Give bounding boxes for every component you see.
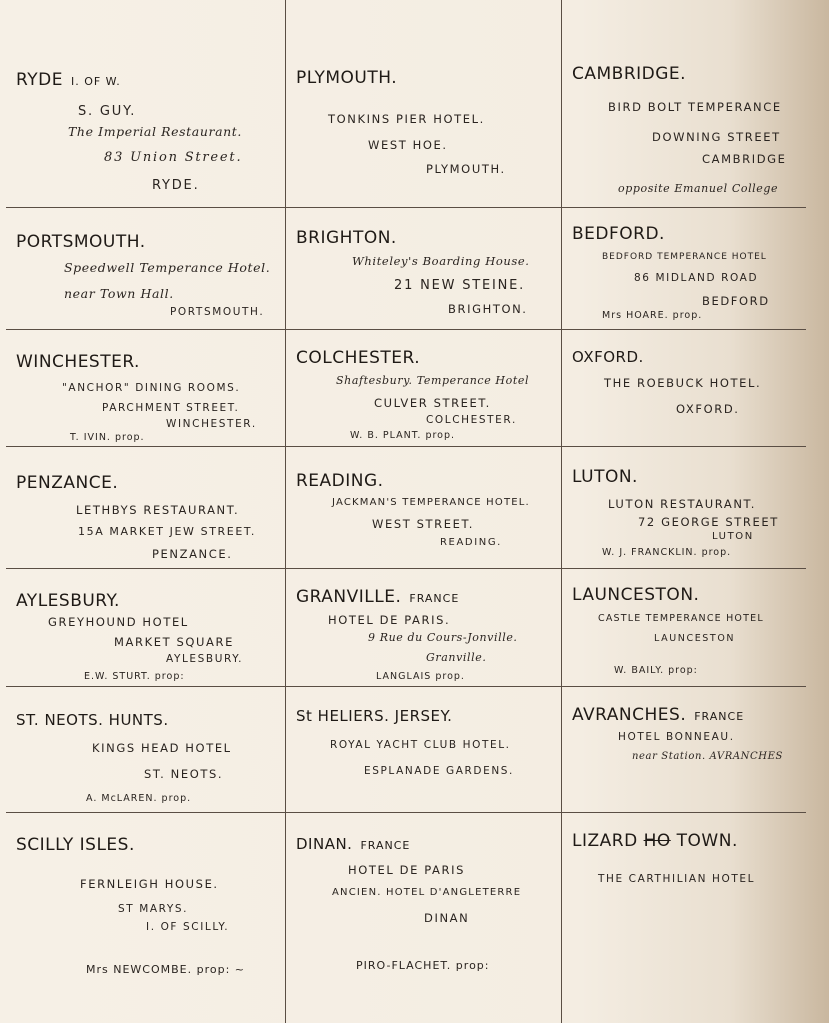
proprietor-line: W. J. FRANCKLIN. prop.	[602, 547, 732, 558]
address-line: 15A MARKET JEW STREET.	[78, 525, 256, 538]
address-line: AYLESBURY.	[166, 653, 244, 665]
proprietor-line: A. McLAREN. prop.	[86, 793, 192, 804]
proprietor-line: PIRO-FLACHET. prop:	[356, 959, 490, 972]
hotel-name: FERNLEIGH HOUSE.	[80, 877, 219, 891]
town-name: WINCHESTER.	[16, 352, 140, 372]
entry-dinan	[286, 813, 562, 1023]
proprietor-line: T. IVIN. prop.	[70, 432, 145, 443]
hotel-name: Speedwell Temperance Hotel.	[64, 260, 271, 275]
address-line: ESPLANADE GARDENS.	[364, 765, 514, 777]
entry-ryde	[6, 0, 286, 208]
town-name: READING.	[296, 471, 384, 491]
address-line: 9 Rue du Cours-Jonville.	[368, 631, 518, 644]
hotel-name: THE ROEBUCK HOTEL.	[604, 376, 762, 390]
address-line: MARKET SQUARE	[114, 635, 234, 649]
town-name: PORTSMOUTH.	[16, 232, 146, 252]
address-line: opposite Emanuel College	[618, 182, 779, 195]
address-line: COLCHESTER.	[426, 414, 517, 426]
hotel-name: GREYHOUND HOTEL	[48, 615, 189, 629]
address-line: ST MARYS.	[118, 903, 189, 915]
address-line: CAMBRIDGE	[702, 152, 787, 166]
address-line: 72 GEORGE STREET	[638, 515, 779, 529]
proprietor-line: E.W. STURT. prop:	[84, 671, 185, 682]
proprietor-line: Mrs HOARE. prop.	[602, 310, 703, 321]
town-name: COLCHESTER.	[296, 348, 421, 368]
hotel-directory-grid	[6, 0, 806, 1023]
town-name: LUTON.	[572, 467, 638, 487]
town-name: SCILLY ISLES.	[16, 835, 135, 855]
hotel-name: TONKINS PIER HOTEL.	[328, 112, 485, 126]
proprietor-line: Mrs NEWCOMBE. prop: ~	[86, 963, 246, 976]
town-name: GRANVILLE. FRANCE	[296, 587, 460, 607]
town-name: CAMBRIDGE.	[572, 64, 687, 84]
town-name: PENZANCE.	[16, 473, 119, 493]
entry-plymouth	[286, 0, 562, 208]
hotel-name: LETHBYS RESTAURANT.	[76, 503, 240, 517]
town-name: AYLESBURY.	[16, 591, 120, 611]
hotel-name: HOTEL BONNEAU.	[618, 731, 735, 743]
town-name: AVRANCHES. FRANCE	[572, 705, 745, 725]
entry-colchester	[286, 330, 562, 447]
hotel-name: ROYAL YACHT CLUB HOTEL.	[330, 739, 511, 751]
town-name: BRIGHTON.	[296, 228, 397, 248]
entry-granville	[286, 569, 562, 687]
entry-launceston	[562, 569, 806, 687]
address-line: 83 Union Street.	[104, 150, 243, 165]
address-line: ANCIEN. HOTEL D'ANGLETERRE	[332, 887, 522, 898]
proprietor-line: S. GUY.	[78, 104, 137, 119]
hotel-name: "ANCHOR" DINING ROOMS.	[62, 382, 241, 394]
hotel-name: KINGS HEAD HOTEL	[92, 741, 232, 755]
entry-scilly-isles	[6, 813, 286, 1023]
address-line: DINAN	[424, 911, 470, 925]
proprietor-line: W. BAILY. prop:	[614, 665, 698, 676]
address-line: PORTSMOUTH.	[170, 306, 265, 318]
address-line: Granville.	[426, 651, 487, 664]
town-name: ST. NEOTS. HUNTS.	[16, 711, 169, 729]
address-line: BEDFORD	[702, 294, 770, 308]
address-line: OXFORD.	[676, 402, 740, 416]
proprietor-line: W. B. PLANT. prop.	[350, 430, 456, 441]
address-line: DOWNING STREET	[652, 130, 781, 144]
town-name: St HELIERS. JERSEY.	[296, 707, 453, 725]
town-name: LIZARD HO TOWN.	[572, 831, 738, 851]
proprietor-line: LANGLAIS prop.	[376, 671, 465, 682]
entry-bedford	[562, 208, 806, 330]
entry-luton	[562, 447, 806, 569]
entry-brighton	[286, 208, 562, 330]
town-name: LAUNCESTON.	[572, 585, 700, 605]
address-line: BRIGHTON.	[448, 302, 528, 316]
hotel-name: JACKMAN'S TEMPERANCE HOTEL.	[332, 497, 530, 508]
address-line: PLYMOUTH.	[426, 162, 506, 176]
entry-st-neots	[6, 687, 286, 813]
hotel-name: Whiteley's Boarding House.	[352, 254, 530, 268]
entry-st-heliers	[286, 687, 562, 813]
hotel-name: Shaftesbury. Temperance Hotel	[336, 374, 530, 387]
hotel-name: CASTLE TEMPERANCE HOTEL	[598, 613, 764, 624]
entry-oxford	[562, 330, 806, 447]
address-line: WEST STREET.	[372, 517, 474, 531]
address-line: LUTON	[712, 531, 754, 542]
town-name: DINAN. FRANCE	[296, 835, 411, 853]
address-line: READING.	[440, 537, 502, 548]
entry-aylesbury	[6, 569, 286, 687]
address-line: 86 MIDLAND ROAD	[634, 272, 759, 284]
address-line: CULVER STREET.	[374, 396, 491, 410]
address-line: The Imperial Restaurant.	[68, 124, 242, 139]
town-name: RYDE I. OF W.	[16, 70, 121, 90]
hotel-name: BEDFORD TEMPERANCE HOTEL	[602, 252, 767, 262]
hotel-name: HOTEL DE PARIS.	[328, 613, 451, 627]
entry-penzance	[6, 447, 286, 569]
town-name: PLYMOUTH.	[296, 68, 398, 88]
entry-winchester	[6, 330, 286, 447]
address-line: RYDE.	[152, 178, 200, 193]
hotel-name: THE CARTHILIAN HOTEL	[598, 873, 756, 885]
address-line: WINCHESTER.	[166, 418, 257, 430]
entry-lizard-town	[562, 813, 806, 1023]
town-name: OXFORD.	[572, 348, 644, 366]
address-line: ST. NEOTS.	[144, 767, 224, 781]
hotel-name: BIRD BOLT TEMPERANCE	[608, 100, 782, 114]
address-line: PARCHMENT STREET.	[102, 402, 240, 414]
address-line: WEST HOE.	[368, 138, 448, 152]
entry-avranches	[562, 687, 806, 813]
entry-portsmouth	[6, 208, 286, 330]
address-line: PENZANCE.	[152, 547, 233, 561]
hotel-name: LUTON RESTAURANT.	[608, 497, 757, 511]
address-line: near Town Hall.	[64, 286, 174, 301]
address-line: LAUNCESTON	[654, 633, 736, 644]
entry-reading	[286, 447, 562, 569]
entry-cambridge	[562, 0, 806, 208]
hotel-name: HOTEL DE PARIS	[348, 863, 465, 877]
address-line: near Station. AVRANCHES	[632, 751, 783, 762]
address-line: 21 NEW STEINE.	[394, 278, 526, 293]
town-name: BEDFORD.	[572, 224, 665, 244]
address-line: I. OF SCILLY.	[146, 921, 230, 933]
